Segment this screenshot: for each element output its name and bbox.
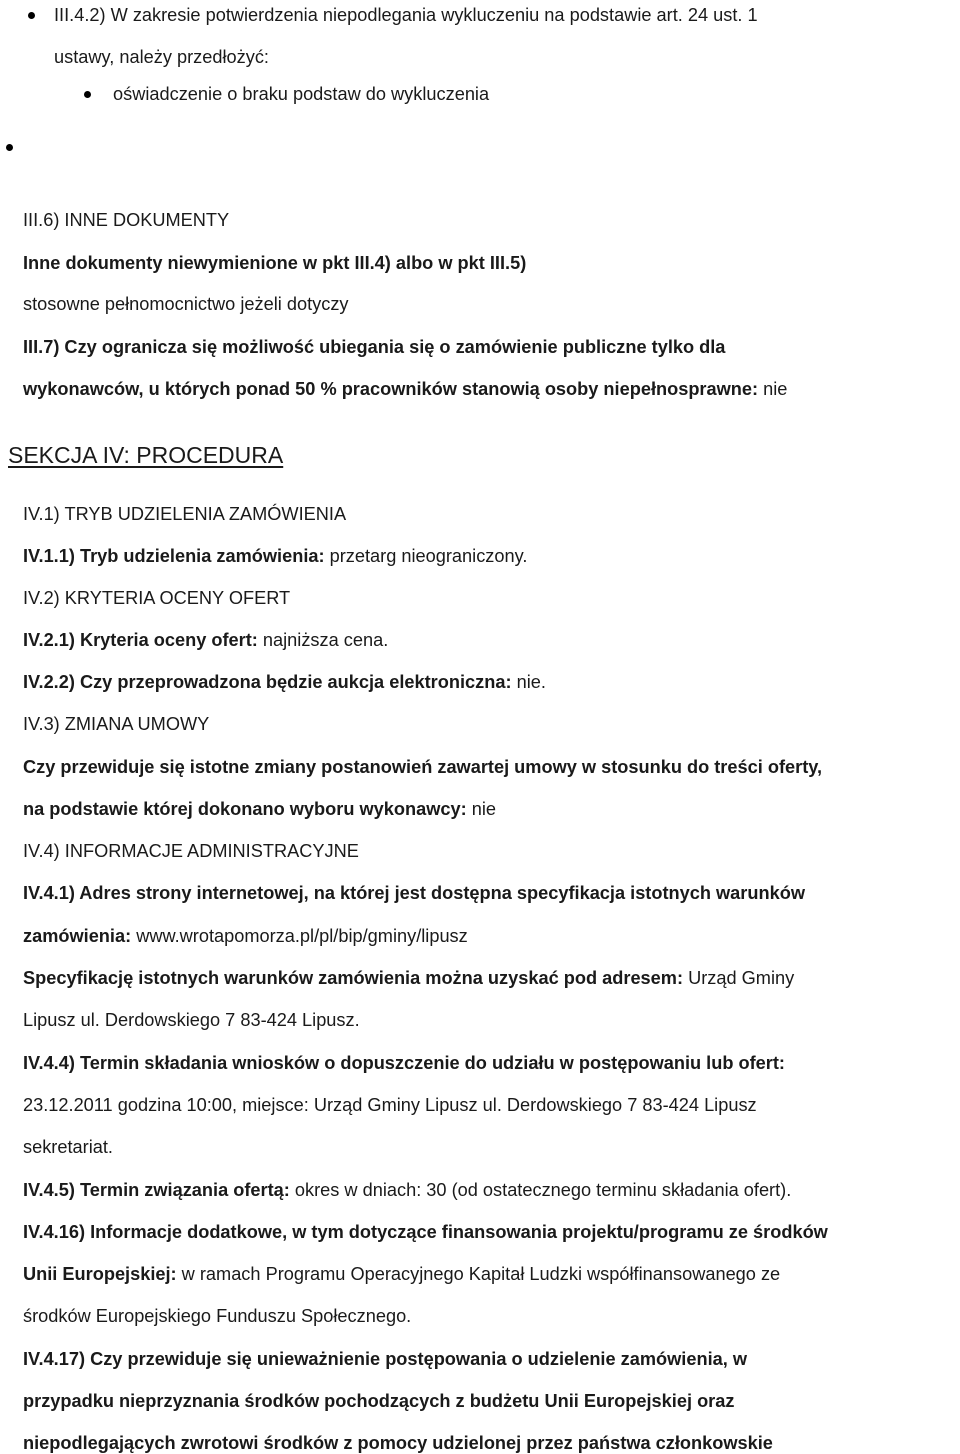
value-iv-2-1: najniższa cena. — [257, 630, 389, 650]
question-iii-7-line1: III.7) Czy ogranicza się możliwość ubiegania się o zamówienie publiczne tylko dla — [23, 337, 726, 357]
value-unii: w ramach Programu Operacyjnego Kapitał Ludzki współfinansowanego ze — [176, 1264, 781, 1284]
value-pelnomocnictwo: stosowne pełnomocnictwo jeżeli dotyczy — [23, 294, 349, 314]
line-iv-4-16: IV.4.16) Informacje dodatkowe, w tym dotyczące finansowania projektu/programu ze środków — [23, 1222, 828, 1242]
line-iv-4-16-line2 — [23, 1263, 780, 1285]
value-iv-2-2: nie. — [511, 672, 546, 692]
heading-iv-3: IV.3) ZMIANA UMOWY — [23, 714, 210, 734]
line-iv-4-4: IV.4.4) Termin składania wniosków o dopuszczenie do udziału w postępowaniu lub ofert: — [23, 1053, 785, 1073]
line-iv-4-17-line3: niepodlegających zwrotowi środków z pomocy udzielonej przez państwa członkowskie — [23, 1433, 773, 1453]
question-iv-3-line1: Czy przewiduje się istotne zmiany postanowień zawartej umowy w stosunku do treści oferty, — [23, 757, 823, 777]
line-iv-2-1 — [23, 629, 388, 651]
line-iv-2-2 — [23, 671, 546, 693]
section-title: SEKCJA IV: PROCEDURA — [8, 442, 284, 468]
label-iv-4-5: IV.4.5) Termin związania ofertą: — [23, 1180, 290, 1200]
value-iv-4-4-line2: sekretariat. — [23, 1137, 113, 1157]
label-iv-2-2: IV.2.2) Czy przeprowadzona będzie aukcja elektroniczna: — [23, 672, 512, 692]
list-item: oświadczenie o braku podstaw do wykluczenia — [113, 84, 490, 104]
label-inne-dokumenty: Inne dokumenty niewymienione w pkt III.4) albo w pkt III.5) — [23, 253, 527, 273]
label-zamowienia: zamówienia: — [23, 926, 132, 946]
heading-iii-6: III.6) INNE DOKUMENTY — [23, 210, 230, 230]
question-iii-7-line2 — [23, 378, 787, 400]
question-iii-7-answer: nie — [758, 379, 788, 399]
question-iv-3-answer: nie — [466, 799, 496, 819]
label-iv-1-1: IV.1.1) Tryb udzielenia zamówienia: — [23, 546, 325, 566]
bullet-icon — [6, 144, 13, 151]
label-unii: Unii Europejskiej: — [23, 1264, 177, 1284]
value-url[interactable]: www.wrotapomorza.pl/pl/bip/gminy/lipusz — [131, 926, 468, 946]
bullet-icon — [28, 12, 35, 19]
heading-iv-2: IV.2) KRYTERIA OCENY OFERT — [23, 588, 291, 608]
line-iv-1-1 — [23, 545, 527, 567]
value-iv-4-16-line3: środków Europejskiego Funduszu Społecznego. — [23, 1306, 412, 1326]
line-iv-4-17-line2: przypadku nieprzyznania środków pochodzących z budżetu Unii Europejskiej oraz — [23, 1391, 735, 1411]
question-iii-7-label: wykonawców, u których ponad 50 % pracowników stanowią osoby niepełnosprawne: — [23, 379, 759, 399]
bullet-icon — [84, 91, 91, 98]
line-iv-4-1: IV.4.1) Adres strony internetowej, na której jest dostępna specyfikacja istotnych warunków — [23, 883, 805, 903]
value-iv-4-4-line1: 23.12.2011 godzina 10:00, miejsce: Urząd Gminy Lipusz ul. Derdowskiego 7 83-424 Lipusz — [23, 1095, 757, 1115]
line-iv-4-5 — [23, 1179, 791, 1201]
label-siwz: Specyfikację istotnych warunków zamówienia można uzyskać pod adresem: — [23, 968, 684, 988]
line-iv-4-17-line1: IV.4.17) Czy przewiduje się unieważnienie postępowania o udzielenie zamówienia, w — [23, 1349, 747, 1369]
value-siwz-address: Lipusz ul. Derdowskiego 7 83-424 Lipusz. — [23, 1010, 360, 1030]
question-iv-3-line2 — [23, 798, 496, 820]
value-iv-4-5: okres w dniach: 30 (od ostatecznego terminu składania ofert). — [289, 1180, 792, 1200]
value-siwz: Urząd Gminy — [683, 968, 795, 988]
line-iv-4-1-url — [23, 925, 468, 947]
heading-iv-4: IV.4) INFORMACJE ADMINISTRACYJNE — [23, 841, 359, 861]
line-siwz-address — [23, 967, 794, 989]
para-iii-4-2-line1: III.4.2) W zakresie potwierdzenia niepodlegania wykluczeniu na podstawie art. 24 ust. 1 — [54, 5, 758, 25]
heading-iv-1: IV.1) TRYB UDZIELENIA ZAMÓWIENIA — [23, 504, 347, 524]
question-iv-3-label: na podstawie której dokonano wyboru wykonawcy: — [23, 799, 467, 819]
label-iv-2-1: IV.2.1) Kryteria oceny ofert: — [23, 630, 258, 650]
value-iv-1-1: przetarg nieograniczony. — [324, 546, 528, 566]
para-iii-4-2-line2: ustawy, należy przedłożyć: — [54, 47, 269, 67]
